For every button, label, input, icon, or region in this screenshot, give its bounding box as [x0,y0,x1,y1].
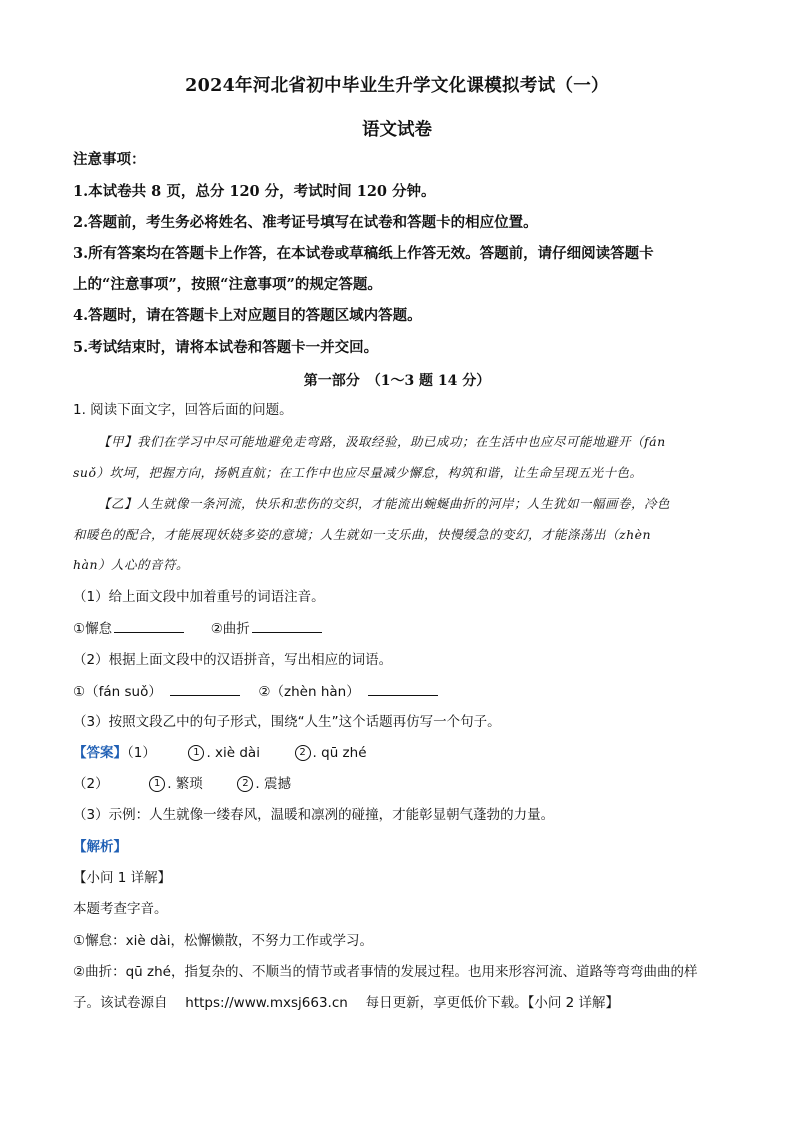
passage-jia-line-2: suǒ）坎坷，把握方向，扬帆直航；在工作中也应尽量减少懈怠，构筑和谐，让生命呈现五光十色。 [73,465,643,480]
note-5: 5.考试结束时，请将本试卷和答题卡一并交回。 [73,339,379,356]
answer-line-1 [73,743,367,763]
answer-2-num: （2） [73,776,109,792]
circled-number: 2 [295,745,311,761]
passage-yi-line-2: 和暖色的配合，才能展现妖娆多姿的意境；人生就如一支乐曲，快慢缓急的变幻，才能涤荡出（zhèn [73,527,652,542]
analysis-line-4: 子。该试卷源自 https://www.mxsj663.cn 每日更新，享更低价下载。【小问 2 详解】 [73,995,620,1011]
blank-2-label: ②曲折 [210,621,250,637]
answer-blank[interactable] [114,618,184,633]
sub-question-1: （1）给上面文段中加着重号的词语注音。 [73,589,325,605]
exam-subtitle: 语文试卷 [362,120,432,140]
question-1-stem: 1. 阅读下面文字，回答后面的问题。 [73,402,293,418]
note-3-cont: 上的“注意事项”，按照“注意事项”的规定答题。 [73,276,382,293]
analysis-sub1-heading: 【小问 1 详解】 [73,870,172,886]
answer-1-i: . xiè dài [206,745,260,761]
answer-1-ii: . qū zhé [312,745,367,761]
passage-jia-line-1: 【甲】我们在学习中尽可能地避免走弯路，汲取经验，助已成功；在生活中也应尽可能地避开（fán [98,434,666,449]
analysis-tag: 【解析】 [73,839,127,855]
circled-number: 2 [237,776,253,792]
answer-2-i: . 繁琐 [167,776,203,792]
blank-3-label: ①（fán suǒ） [73,684,162,700]
analysis-line-3: ②曲折：qū zhé，指复杂的、不顺当的情节或者事情的发展过程。也用来形容河流、道路等弯弯曲曲的样 [73,964,698,980]
answer-blank[interactable] [170,681,240,696]
note-2: 2.答题前，考生务必将姓名、准考证号填写在试卷和答题卡的相应位置。 [73,214,538,231]
sub-question-2-blanks [73,681,438,702]
sub-question-1-blanks [73,618,322,639]
analysis-line-1: 本题考查字音。 [73,901,168,917]
part-heading: 第一部分 （1～3 题 14 分） [303,373,491,389]
exam-title: 2024年河北省初中毕业生升学文化课模拟考试（一） [185,76,609,96]
answer-line-3: （3）示例：人生就像一缕春风，温暖和凛冽的碰撞，才能彰显朝气蓬勃的力量。 [73,807,555,823]
answer-1-num: （1） [127,745,156,761]
blank-1-label: ①懈怠 [73,621,113,637]
note-1: 1.本试卷共 8 页，总分 120 分，考试时间 120 分钟。 [73,183,436,200]
answer-line-2 [73,774,291,794]
circled-number: 1 [188,745,204,761]
passage-yi-line-3: hàn）人心的音符。 [73,557,190,572]
circled-number: 1 [149,776,165,792]
answer-blank[interactable] [252,618,322,633]
note-3: 3.所有答案均在答题卡上作答，在本试卷或草稿纸上作答无效。答题前，请仔细阅读答题卡 [73,245,654,262]
blank-4-label: ②（zhèn hàn） [258,684,360,700]
sub-question-2: （2）根据上面文段中的汉语拼音，写出相应的词语。 [73,652,393,668]
sub-question-3: （3）按照文段乙中的句子形式，围绕“人生”这个话题再仿写一个句子。 [73,714,501,730]
analysis-line-2: ①懈怠：xiè dài，松懈懒散，不努力工作或学习。 [73,933,374,949]
note-4: 4.答题时，请在答题卡上对应题目的答题区域内答题。 [73,307,422,324]
answer-blank[interactable] [368,681,438,696]
answer-2-ii: . 震撼 [255,776,291,792]
passage-yi-line-1: 【乙】人生就像一条河流，快乐和悲伤的交织，才能流出蜿蜒曲折的河岸；人生犹如一幅画卷，冷色 [98,496,671,511]
answer-tag: 【答案】 [73,745,127,761]
notes-heading: 注意事项： [73,151,146,168]
